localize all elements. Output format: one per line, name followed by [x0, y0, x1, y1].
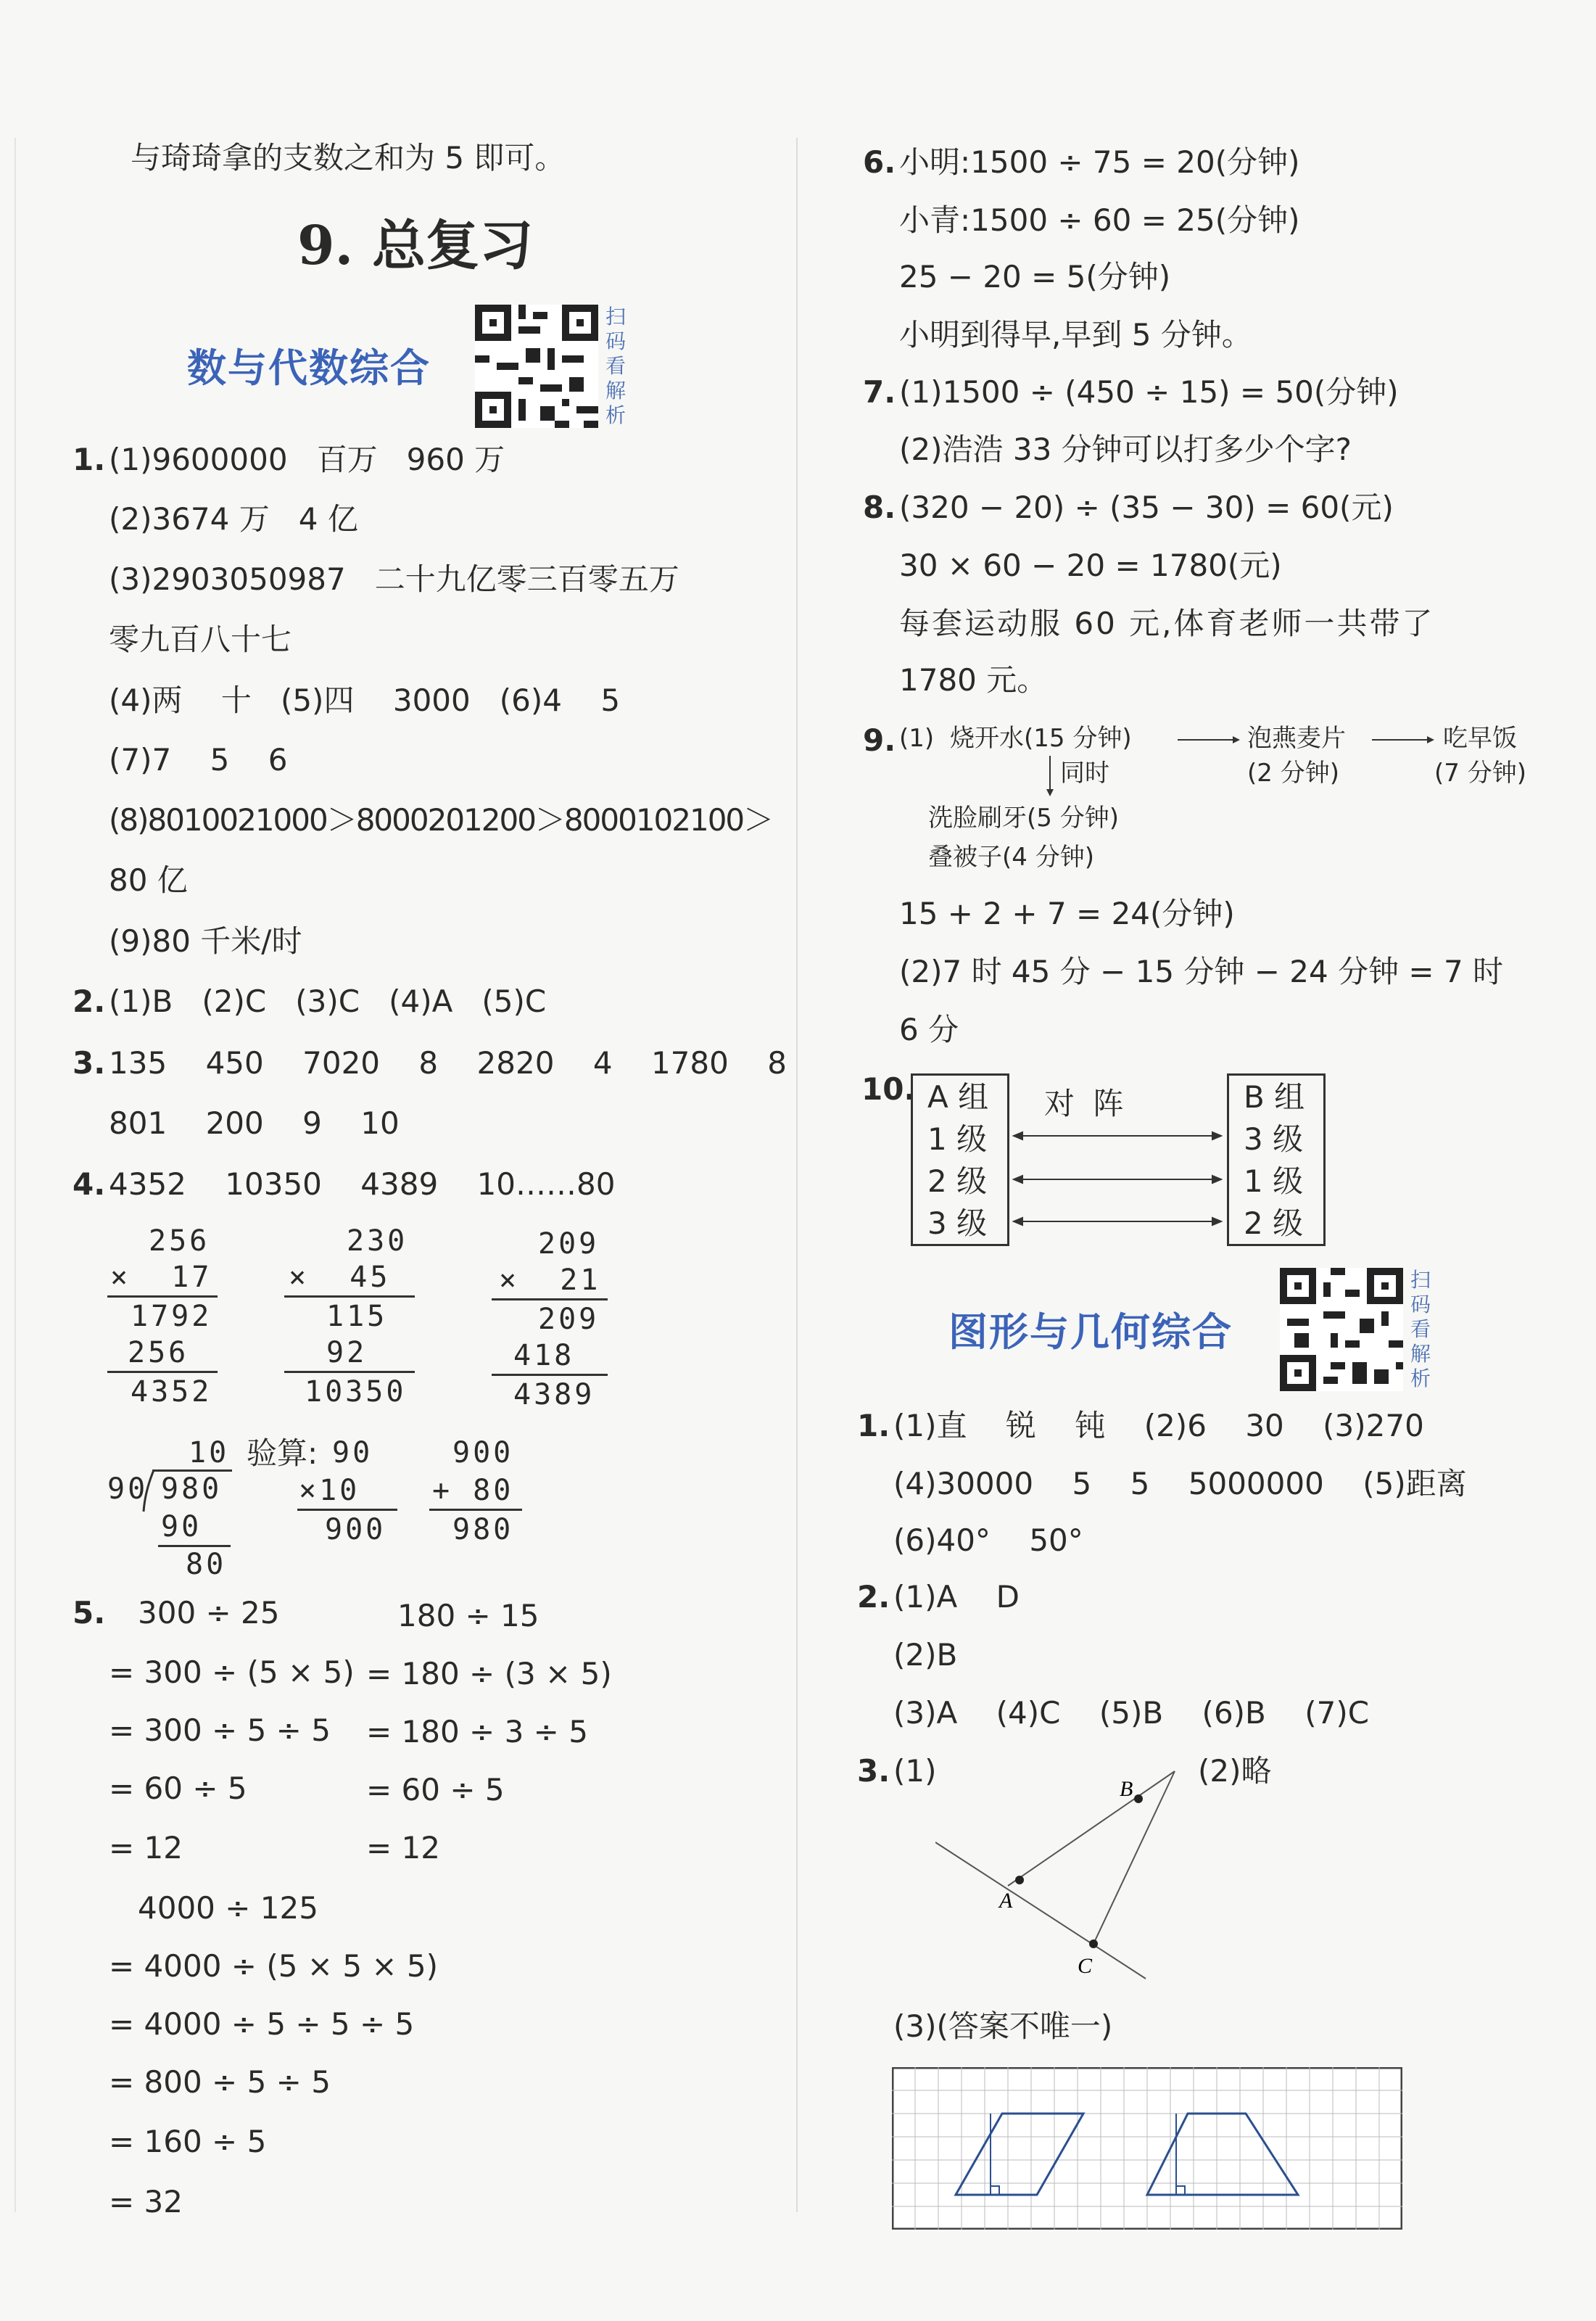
line-a-b [1008, 1771, 1175, 1886]
flow-step-oatmeal: 泡燕麦片 [1247, 724, 1346, 753]
flow-step-breakfast: 吃早饭 [1443, 724, 1517, 753]
answer-line: (1)9600000 百万 960 万 [109, 442, 505, 477]
part-label: (3)(答案不唯一) [893, 2008, 1113, 2044]
answer-line: 135 450 7020 8 2820 4 1780 8 [109, 1045, 787, 1081]
question-number: 5. [73, 1595, 106, 1631]
answer-line: (3)2903050987 二十九亿零三百零五万 [109, 561, 679, 597]
label-b: B [1120, 1777, 1133, 1801]
answer-line: (2)B [893, 1637, 958, 1673]
answer-line: (4)两 十 (5)四 3000 (6)4 5 [109, 683, 621, 718]
answer-line: (4)30000 5 5 5000000 (5)距离 [893, 1466, 1467, 1501]
answer-line: (8)8010021000＞8000201200＞8000102100＞ [109, 802, 773, 838]
calc-line: = 12 [109, 1830, 183, 1866]
question-number: 8. [863, 490, 896, 525]
answer-line: 801 200 9 10 [109, 1105, 400, 1141]
check-label: 验算: [247, 1435, 318, 1471]
calc-line: = 4000 ÷ 5 ÷ 5 ÷ 5 [109, 2006, 415, 2042]
answer-line: (7)7 5 6 [109, 742, 288, 778]
group-b-box: B 组 3 级 1 级 2 级 [1227, 1073, 1326, 1246]
answer-line: 6 分 [899, 1012, 959, 1047]
question-number: 10. [861, 1071, 916, 1107]
calc-line: = 180 ÷ (3 × 5) [366, 1656, 612, 1691]
arrow-right-icon [1176, 734, 1241, 746]
answer-line: (6)40° 50° [893, 1522, 1083, 1558]
part-label: (1) [899, 724, 935, 753]
flow-side-task: 叠被子(4 分钟) [928, 843, 1094, 872]
flow-side-task: 洗脸刷牙(5 分钟) [928, 804, 1119, 833]
calc-line: = 800 ÷ 5 ÷ 5 [109, 2064, 331, 2100]
section-title-geometry: 图形与几何综合 [948, 1309, 1233, 1355]
group-a-box: A 组 1 级 2 级 3 级 [911, 1073, 1009, 1246]
top-line: 与琦琦拿的支数之和为 5 即可。 [131, 140, 566, 176]
question-number: 1. [73, 442, 106, 477]
answer-line: (9)80 千米/时 [109, 923, 302, 959]
question-number: 1. [857, 1408, 890, 1443]
answer-line: 零九百八十七 [109, 622, 292, 657]
answer-line: 小青:1500 ÷ 60 = 25(分钟) [899, 202, 1300, 238]
qr-code-icon[interactable] [1280, 1268, 1403, 1391]
answer-line: (2)3674 万 4 亿 [109, 501, 358, 537]
flow-same-time: 同时 [1060, 759, 1109, 788]
calc-line: = 160 ÷ 5 [109, 2124, 267, 2159]
versus-label: 对 阵 [1044, 1086, 1128, 1121]
answer-line: 4352 10350 4389 10……80 [109, 1166, 616, 1202]
answer-line: 1780 元。 [899, 662, 1048, 698]
right-column [798, 0, 1596, 2321]
answer-line: (2)7 时 45 分 − 15 分钟 − 24 分钟 = 7 时 [899, 954, 1504, 989]
calc-line: = 4000 ÷ (5 × 5 × 5) [109, 1948, 439, 1984]
scan-label: 扫码看解析 [1410, 1268, 1431, 1390]
point-b [1134, 1794, 1143, 1803]
question-number: 4. [73, 1166, 106, 1202]
line-b-c [1093, 1771, 1175, 1944]
calc-line: 300 ÷ 25 [138, 1595, 280, 1631]
geometry-figure [935, 1770, 1240, 1987]
label-c: C [1078, 1954, 1093, 1978]
chapter-title: 9. 总复习 [297, 215, 534, 277]
answer-line: 80 亿 [109, 862, 188, 898]
point-a [1015, 1876, 1024, 1884]
label-a: A [999, 1889, 1013, 1913]
answer-line: (1)1500 ÷ (450 ÷ 15) = 50(分钟) [899, 374, 1399, 410]
question-number: 2. [857, 1579, 890, 1615]
flow-time: (2 分钟) [1247, 759, 1339, 788]
answer-line: 小明到得早,早到 5 分钟。 [899, 317, 1252, 353]
calc-line: = 180 ÷ 3 ÷ 5 [366, 1714, 588, 1749]
calc-line: = 32 [109, 2184, 183, 2219]
calc-line: = 12 [366, 1830, 440, 1866]
answer-line: 小明:1500 ÷ 75 = 20(分钟) [899, 144, 1300, 180]
point-c [1089, 1939, 1098, 1948]
scan-label: 扫码看解析 [605, 305, 627, 427]
arrow-right-icon [1370, 734, 1436, 746]
question-number: 6. [863, 144, 896, 180]
calc-line: = 300 ÷ 5 ÷ 5 [109, 1712, 331, 1748]
answer-line: (3)A (4)C (5)B (6)B (7)C [893, 1695, 1370, 1731]
answer-line: 30 × 60 − 20 = 1780(元) [899, 548, 1282, 583]
calc-line: = 60 ÷ 5 [109, 1770, 247, 1806]
answer-line: (1)A D [893, 1579, 1020, 1615]
question-number: 2. [73, 984, 106, 1019]
flow-step-boil-water: 烧开水(15 分钟) [950, 724, 1132, 753]
part-label: (1) [893, 1753, 937, 1789]
question-number: 9. [863, 722, 896, 758]
section-title-algebra: 数与代数综合 [187, 345, 431, 391]
answer-line: 每套运动服 60 元,体育老师一共带了 [899, 606, 1435, 641]
answer-line: (1)B (2)C (3)C (4)A (5)C [109, 984, 547, 1019]
answer-line: 15 + 2 + 7 = 24(分钟) [899, 896, 1235, 931]
answer-line: (1)直 锐 钝 (2)6 30 (3)270 [893, 1408, 1424, 1443]
qr-code-icon[interactable] [475, 305, 598, 428]
matchup-arrows [1012, 1124, 1223, 1240]
part-label: (2)略 [1198, 1753, 1272, 1789]
question-number: 3. [73, 1045, 106, 1081]
calc-line: = 60 ÷ 5 [366, 1772, 505, 1807]
calc-line: 180 ÷ 15 [397, 1598, 539, 1633]
question-number: 7. [863, 374, 896, 410]
question-number: 3. [857, 1753, 890, 1789]
grid-figure [892, 2067, 1402, 2230]
answer-line: (2)浩浩 33 分钟可以打多少个字? [899, 432, 1352, 467]
flow-time: (7 分钟) [1434, 759, 1526, 788]
calc-line: = 300 ÷ (5 × 5) [109, 1654, 355, 1690]
answer-line: 25 − 20 = 5(分钟) [899, 259, 1171, 294]
calc-line: 4000 ÷ 125 [138, 1890, 318, 1926]
arrow-down-icon [1044, 756, 1056, 798]
left-column: 与琦琦拿的支数之和为 5 即可。 9. 总复习 数与代数综合 扫码看解析 1. (1)9600000 百万 960 万 (2)3674 万 4 亿 (3)2903050987 二十九亿零三百零五万 零九百八十七 (4)两 十 (5)四 3000 (6)4 5 (7)7 5 6 (8)8010021000＞8000201200＞8000102100＞ 80 亿 (9)80 千米/时 2. (1)B (2)C (3)C (4)A (5)C 3. 135 450 7020 8 2820 4 1780 8 801 200 9 10 4. 4352 10350 4389 10……80 256 × 17 1792 256 4352 230 × 45 115 92 10350 209 × 21 209 418 4389 10 90 980 90 80 验算: 90 ×10 900 900 + 80 980 5. 300 ÷ 25 = 300 ÷ (5 × 5) = 300 ÷ 5 ÷ 5 = 60 ÷ 5 = 12 180 ÷ 15 = 180 ÷ (3 × 5) = 180 ÷ 3 ÷ 5 = 60 ÷ 5 = 12 4000 ÷ 125 = 4000 ÷ (5 × 5 × 5) = 4000 ÷ 5 ÷ 5 ÷ 5 = 800 ÷ 5 ÷ 5 = 160 ÷ 5 = 32 [73, 140, 787, 2219]
answer-line: (320 − 20) ÷ (35 − 30) = 60(元) [899, 490, 1394, 525]
